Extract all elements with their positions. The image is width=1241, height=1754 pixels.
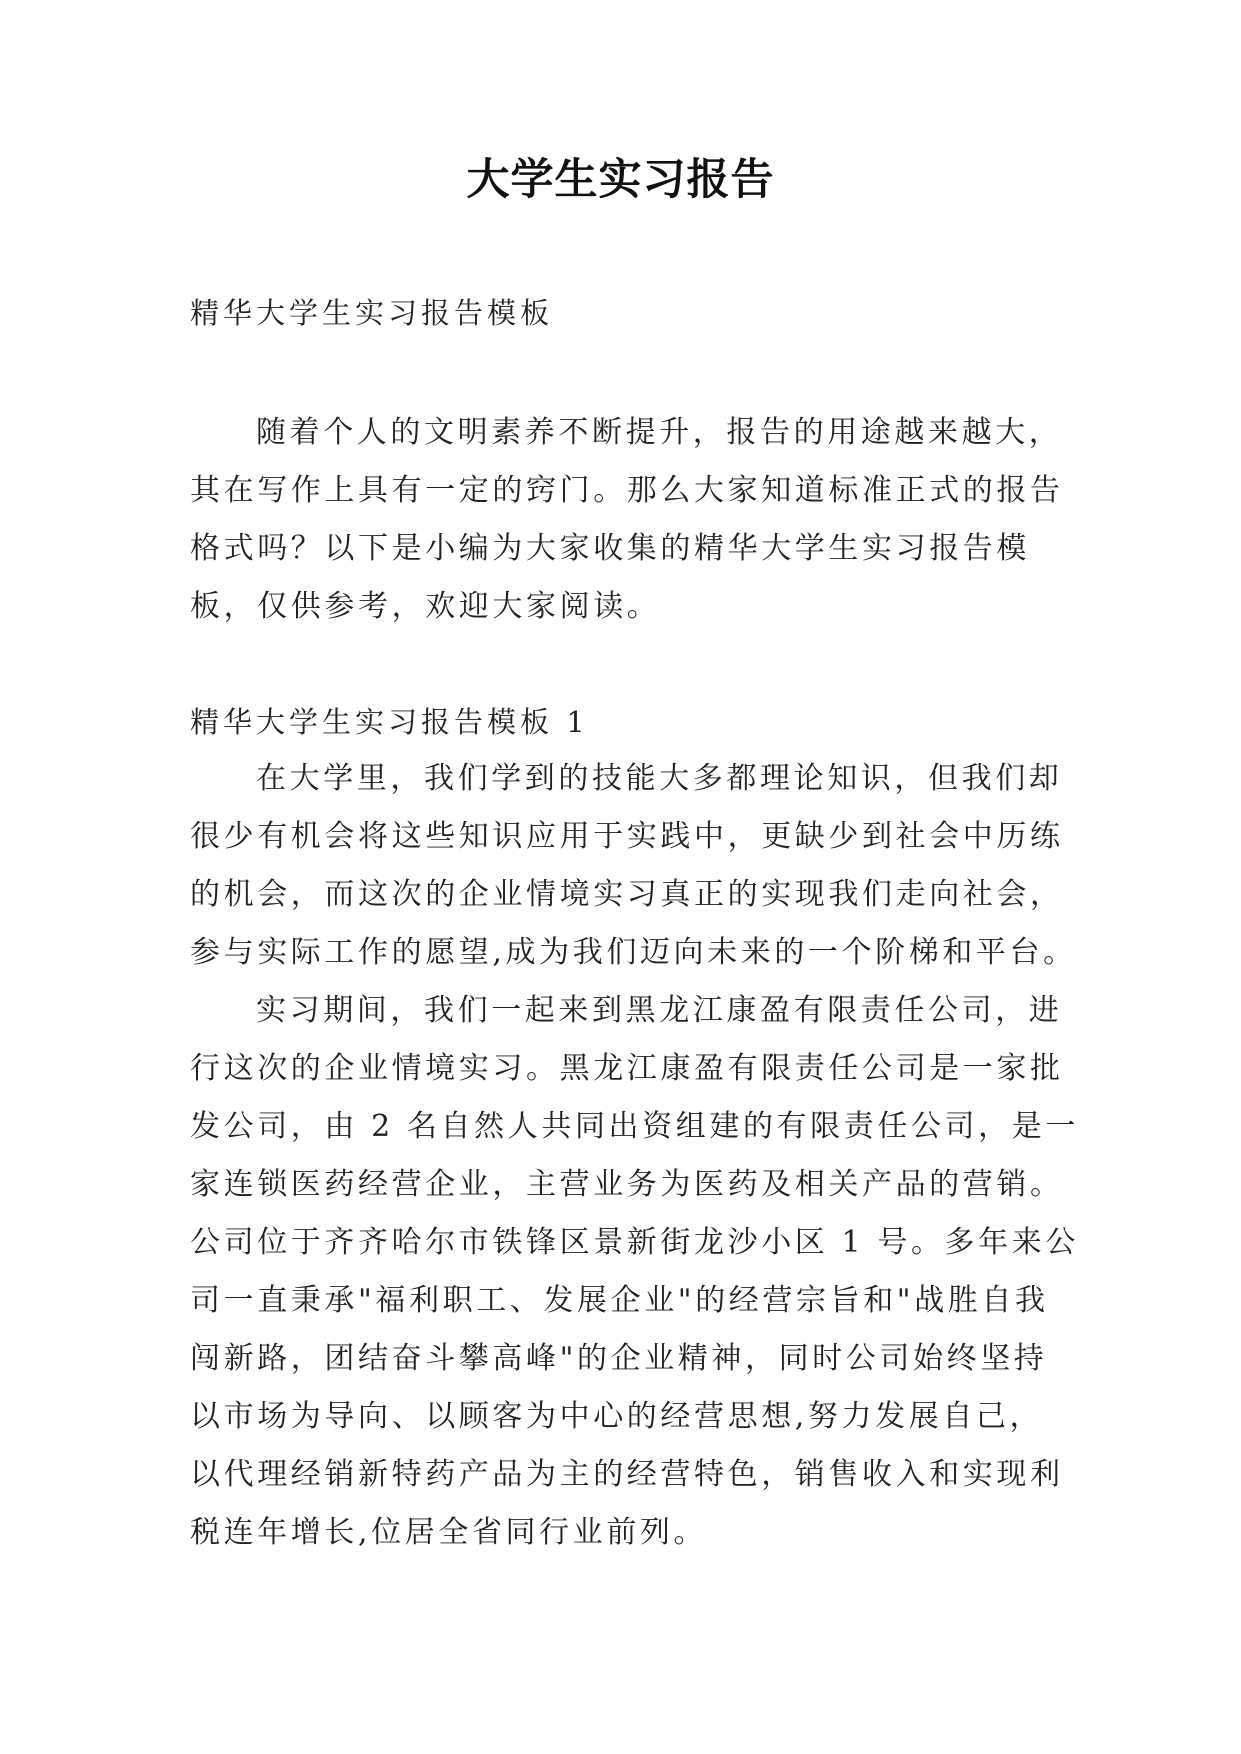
paragraph-line: 公司位于齐齐哈尔市铁锋区景新街龙沙小区 1 号。多年来公 (190, 1225, 1079, 1260)
document-title: 大学生实习报告 (466, 155, 775, 205)
intro-paragraph (190, 404, 1070, 636)
paragraph-line: 闯新路，团结奋斗攀高峰"的企业精神，同时公司始终坚持 (190, 1341, 1048, 1376)
paragraph-line: 的机会，而这次的企业情境实习真正的实现我们走向社会， (190, 877, 1064, 912)
paragraph-line: 家连锁医药经营企业，主营业务为医药及相关产品的营销。 (190, 1167, 1064, 1202)
paragraph-line: 税连年增长,位居全省同行业前列。 (190, 1515, 708, 1550)
paragraph-line: 格式吗？以下是小编为大家收集的精华大学生实习报告模 (190, 531, 1030, 566)
paragraph-line: 板，仅供参考，欢迎大家阅读。 (190, 589, 661, 624)
paragraph-line: 行这次的企业情境实习。黑龙江康盈有限责任公司是一家批 (190, 1051, 1064, 1086)
paragraph-line: 随着个人的文明素养不断提升，报告的用途越来越大， (256, 415, 1063, 450)
paragraph-line: 在大学里，我们学到的技能大多都理论知识，但我们却 (256, 761, 1063, 796)
paragraph-line: 司一直秉承"福利职工、发展企业"的经营宗旨和"战胜自我 (190, 1283, 1049, 1318)
paragraph-line: 参与实际工作的愿望,成为我们迈向未来的一个阶梯和平台。 (190, 935, 1077, 970)
paragraph-line: 以代理经销新特药产品为主的经营特色，销售收入和实现利 (190, 1457, 1064, 1492)
document-subtitle: 精华大学生实习报告模板 (190, 296, 554, 330)
paragraph-line: 发公司，由 2 名自然人共同出资组建的有限责任公司，是一 (190, 1109, 1079, 1144)
paragraph-line: 很少有机会将这些知识应用于实践中，更缺少到社会中历练 (190, 819, 1064, 854)
body-paragraph-2 (190, 982, 1079, 1562)
paragraph-line: 实习期间，我们一起来到黑龙江康盈有限责任公司，进 (256, 993, 1063, 1028)
paragraph-line: 以市场为导向、以顾客为中心的经营思想,努力发展自己， (190, 1399, 1044, 1434)
body-paragraph-1 (190, 750, 1077, 982)
section-heading: 精华大学生实习报告模板 1 (190, 705, 589, 739)
paragraph-line: 其在写作上具有一定的窍门。那么大家知道标准正式的报告 (190, 473, 1064, 508)
